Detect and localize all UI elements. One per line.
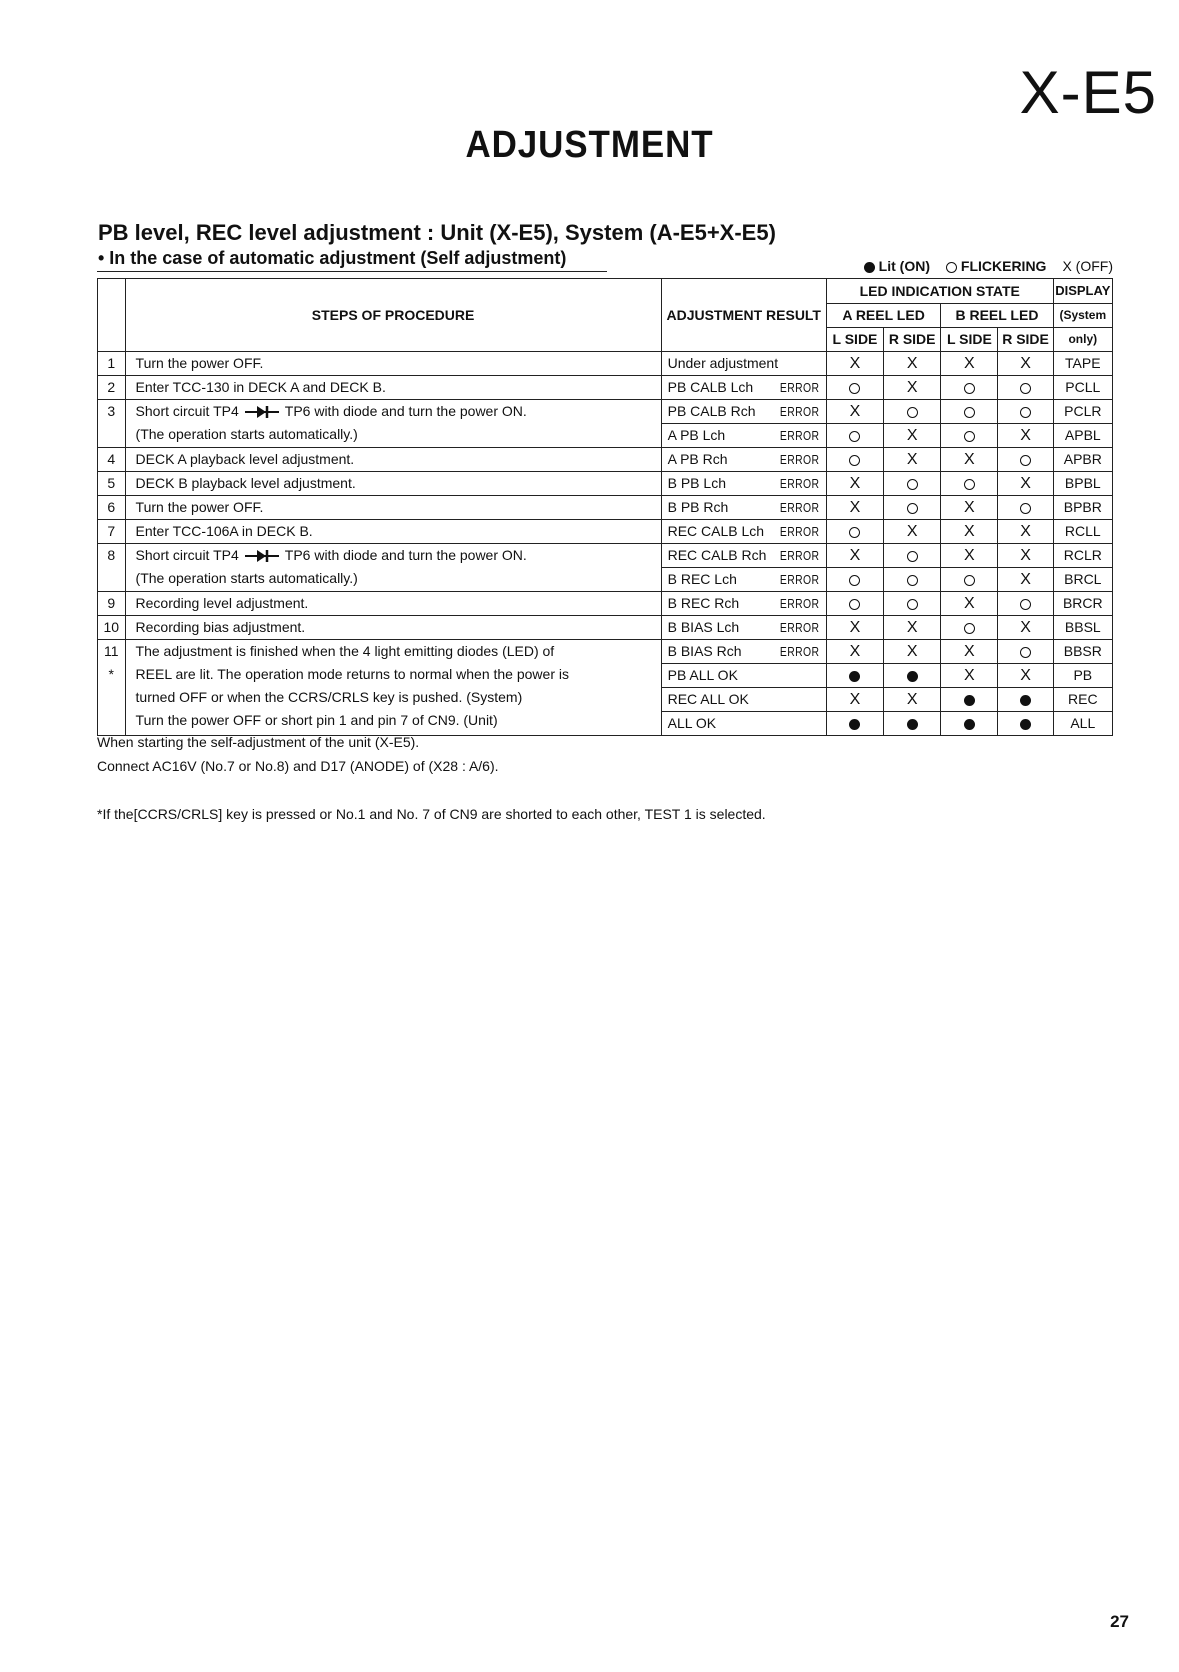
led-state-cell [826,568,883,592]
led-flicker-icon [849,383,860,394]
led-state-cell [826,424,883,448]
led-state-cell [998,616,1053,640]
result-label: REC CALB Rch ERROR [661,544,826,568]
note-line-2: Connect AC16V (No.7 or No.8) and D17 (ANODE) of (X28 : A/6). [97,758,499,774]
result-label: A PB Rch ERROR [661,448,826,472]
led-on-icon [907,671,918,682]
display-code: BPBL [1053,472,1112,496]
led-state-cell [884,616,941,640]
note-line-3: *If the[CCRS/CRLS] key is pressed or No.1 and No. 7 of CN9 are shorted to each other, TEST 1 is selected. [97,806,766,822]
led-flicker-icon [907,599,918,610]
led-off-icon: X [849,547,861,564]
header-display: DISPLAY [1053,279,1112,304]
header-b-r-side: R SIDE [998,328,1053,352]
display-code: BRCR [1053,592,1112,616]
result-label: REC CALB Lch ERROR [661,520,826,544]
header-display-sub2: only) [1053,328,1112,352]
legend-flickering: FLICKERING [946,258,1046,274]
led-state-cell [998,544,1053,568]
led-state-cell [941,496,998,520]
led-state-cell [826,376,883,400]
led-legend [864,258,1113,274]
header-a-reel: A REEL LED [826,304,940,328]
step-number: 8 [98,544,126,592]
led-off-icon: X [849,691,861,708]
led-state-cell [998,352,1053,376]
led-off-icon: X [1020,355,1031,372]
step-text: Recording level adjustment. [125,592,661,616]
step-text: Enter TCC-106A in DECK B. [125,520,661,544]
led-off-icon: X [964,523,975,540]
step-number: 5 [98,472,126,496]
result-label: B PB Lch ERROR [661,472,826,496]
led-flicker-icon [907,479,918,490]
subheading-underline [97,271,607,272]
header-result: ADJUSTMENT RESULT [661,279,826,352]
table-row [98,352,1113,376]
led-off-icon: X [964,643,975,660]
display-code: TAPE [1053,352,1112,376]
table-row [98,520,1113,544]
header-b-reel: B REEL LED [941,304,1053,328]
led-state-cell [941,544,998,568]
led-on-icon [1020,719,1031,730]
led-state-cell [941,616,998,640]
display-code: PB [1053,664,1112,688]
led-on-icon [1020,695,1031,706]
led-state-cell [941,688,998,712]
result-label: PB CALB Rch ERROR [661,400,826,424]
step-number: 4 [98,448,126,472]
led-on-icon [964,695,975,706]
led-off-icon: X [906,451,918,468]
step-number: 7 [98,520,126,544]
led-state-cell [826,712,883,736]
header-led-state: LED INDICATION STATE [826,279,1053,304]
result-label: B REC Lch ERROR [661,568,826,592]
led-state-cell [826,352,883,376]
step-text: Turn the power OFF. [125,352,661,376]
led-off-icon: X [906,379,918,396]
display-code: BBSL [1053,616,1112,640]
led-flicker-icon [849,527,860,538]
led-flicker-icon [907,551,918,562]
header-display-sub1: (System [1053,304,1112,328]
step-text: The adjustment is finished when the 4 light emitting diodes (LED) of REEL are lit. The operation mode returns to normal when the power is turned OFF or when the CCRS/CRLS key is pushed. (System) Turn the power OFF or short pin 1 and pin 7 of CN9. (Unit) [125,640,661,736]
result-label: ALL OK [661,712,826,736]
led-flicker-icon [964,479,975,490]
display-code: APBR [1053,448,1112,472]
led-off-icon: X [849,643,861,660]
result-label: B BIAS Lch ERROR [661,616,826,640]
led-state-cell [998,496,1053,520]
step-number: 3 [98,400,126,448]
led-state-cell [998,424,1053,448]
led-state-cell [998,712,1053,736]
display-code: RCLL [1053,520,1112,544]
led-off-icon: X [849,403,861,420]
led-flicker-icon [1020,647,1031,658]
led-state-cell [998,640,1053,664]
step-number: 11 * [98,640,126,736]
display-code: APBL [1053,424,1112,448]
led-flicker-icon [1020,383,1031,394]
led-state-cell [826,616,883,640]
led-off-icon: X [1020,523,1031,540]
table-row [98,592,1113,616]
header-b-l-side: L SIDE [941,328,998,352]
led-state-cell [941,664,998,688]
led-state-cell [998,592,1053,616]
led-state-cell [941,424,998,448]
led-off-icon: X [964,355,975,372]
legend-lit: Lit (ON) [864,258,930,274]
led-state-cell [941,352,998,376]
led-state-cell [941,568,998,592]
adjustment-table [97,278,1113,736]
table-row [98,448,1113,472]
led-flicker-icon [849,455,860,466]
legend-off: X (OFF) [1062,258,1113,274]
result-label: B BIAS Rch ERROR [661,640,826,664]
led-off-icon: X [906,691,918,708]
step-number: 6 [98,496,126,520]
note-line-1: When starting the self-adjustment of the unit (X-E5). [97,734,420,750]
step-text: Recording bias adjustment. [125,616,661,640]
led-state-cell [884,472,941,496]
led-flicker-icon [964,623,975,634]
led-off-icon: X [849,499,861,516]
led-flicker-icon [1020,407,1031,418]
table-row [98,616,1113,640]
led-state-cell [826,400,883,424]
step-number: 1 [98,352,126,376]
led-state-cell [884,712,941,736]
led-state-cell [826,664,883,688]
header-steps: STEPS OF PROCEDURE [125,279,661,352]
table-row [98,376,1113,400]
result-label: B PB Rch ERROR [661,496,826,520]
led-off-icon: X [849,475,861,492]
model-name: X-E5 [1019,59,1157,126]
diode-icon [245,405,279,419]
led-on-icon [849,671,860,682]
led-state-cell [998,400,1053,424]
led-flicker-icon [849,599,860,610]
led-state-cell [941,640,998,664]
led-flicker-icon [964,383,975,394]
flicker-icon [946,262,957,273]
led-state-cell [998,664,1053,688]
led-state-cell [884,688,941,712]
led-off-icon: X [906,523,918,540]
led-state-cell [826,640,883,664]
led-off-icon: X [1020,619,1031,636]
led-flicker-icon [964,431,975,442]
section-heading: PB level, REC level adjustment : Unit (X-E5), System (A-E5+X-E5) [98,220,776,245]
led-state-cell [998,688,1053,712]
led-flicker-icon [907,503,918,514]
led-state-cell [826,520,883,544]
page-number: 27 [1110,1612,1129,1631]
led-state-cell [884,664,941,688]
led-state-cell [884,544,941,568]
led-off-icon: X [906,427,918,444]
display-code: BRCL [1053,568,1112,592]
led-off-icon: X [964,547,975,564]
header-a-l-side: L SIDE [826,328,883,352]
led-flicker-icon [849,575,860,586]
step-text: DECK A playback level adjustment. [125,448,661,472]
display-code: BPBR [1053,496,1112,520]
led-off-icon: X [964,667,975,684]
diode-icon [245,549,279,563]
step-number: 2 [98,376,126,400]
led-off-icon: X [1020,427,1031,444]
led-flicker-icon [907,575,918,586]
led-off-icon: X [1020,475,1031,492]
led-state-cell [941,472,998,496]
result-label: B REC Rch ERROR [661,592,826,616]
led-state-cell [826,544,883,568]
led-off-icon: X [964,451,975,468]
led-off-icon: X [964,595,975,612]
led-off-icon: X [849,619,861,636]
led-state-cell [998,520,1053,544]
led-state-cell [941,448,998,472]
led-state-cell [941,592,998,616]
step-text: Turn the power OFF. [125,496,661,520]
led-state-cell [884,400,941,424]
led-state-cell [884,376,941,400]
led-off-icon: X [906,355,918,372]
led-off-icon: X [1020,571,1031,588]
led-on-icon [907,719,918,730]
led-off-icon: X [1020,667,1031,684]
table-row [98,496,1113,520]
result-label: PB ALL OK [661,664,826,688]
display-code: PCLR [1053,400,1112,424]
display-code: BBSR [1053,640,1112,664]
led-state-cell [884,640,941,664]
led-off-icon: X [906,619,918,636]
led-state-cell [884,568,941,592]
led-flicker-icon [964,575,975,586]
step-text: Short circuit TP4 TP6 with diode and turn the power ON. (The operation starts automatically.) [125,400,661,448]
table-row [98,544,1113,568]
led-state-cell [998,448,1053,472]
led-state-cell [998,376,1053,400]
step-text: Enter TCC-130 in DECK A and DECK B. [125,376,661,400]
table-row [98,640,1113,664]
led-state-cell [826,592,883,616]
result-label: PB CALB Lch ERROR [661,376,826,400]
led-off-icon: X [1020,547,1031,564]
led-state-cell [826,472,883,496]
result-label: A PB Lch ERROR [661,424,826,448]
led-state-cell [826,688,883,712]
led-state-cell [884,424,941,448]
led-state-cell [941,712,998,736]
led-state-cell [941,520,998,544]
led-flicker-icon [849,431,860,442]
table-row [98,472,1113,496]
display-code: REC [1053,688,1112,712]
result-label: REC ALL OK [661,688,826,712]
section-subheading: • In the case of automatic adjustment (Self adjustment) [98,248,567,268]
led-state-cell [998,472,1053,496]
led-state-cell [941,400,998,424]
step-number: 10 [98,616,126,640]
led-state-cell [941,376,998,400]
led-state-cell [826,448,883,472]
led-off-icon: X [849,355,861,372]
step-text: Short circuit TP4 TP6 with diode and turn the power ON. (The operation starts automatically.) [125,544,661,592]
led-state-cell [884,520,941,544]
led-on-icon [964,719,975,730]
led-flicker-icon [907,407,918,418]
step-number: 9 [98,592,126,616]
led-state-cell [884,592,941,616]
led-on-icon [849,719,860,730]
display-code: PCLL [1053,376,1112,400]
header-num [98,279,126,352]
page-title: ADJUSTMENT [465,124,714,166]
led-state-cell [884,448,941,472]
led-state-cell [884,352,941,376]
table-row [98,400,1113,424]
step-text: DECK B playback level adjustment. [125,472,661,496]
led-off-icon: X [964,499,975,516]
lit-icon [864,262,875,273]
header-a-r-side: R SIDE [884,328,941,352]
result-label: Under adjustment [661,352,826,376]
led-flicker-icon [964,407,975,418]
led-flicker-icon [1020,455,1031,466]
led-state-cell [998,568,1053,592]
led-state-cell [884,496,941,520]
display-code: RCLR [1053,544,1112,568]
led-flicker-icon [1020,599,1031,610]
led-off-icon: X [906,643,918,660]
display-code: ALL [1053,712,1112,736]
led-state-cell [826,496,883,520]
led-flicker-icon [1020,503,1031,514]
